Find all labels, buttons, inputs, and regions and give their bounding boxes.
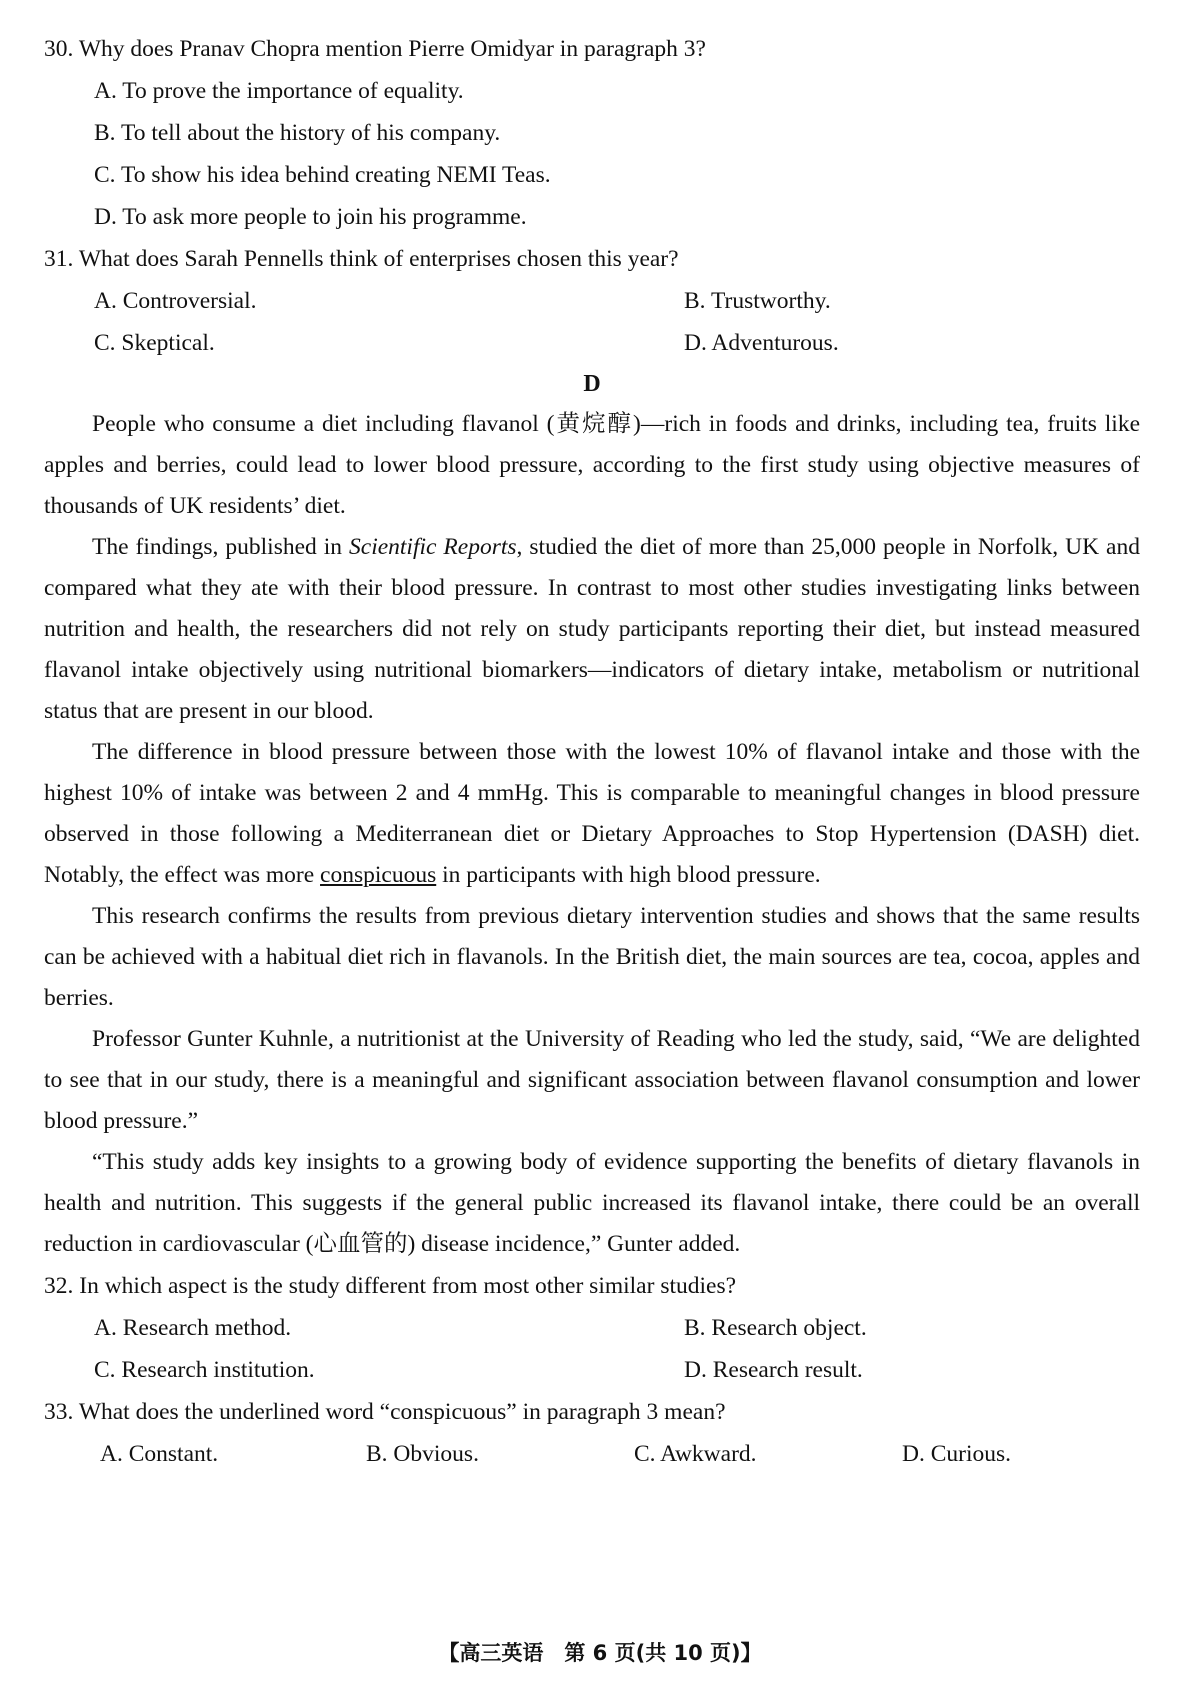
paragraph-5: Professor Gunter Kuhnle, a nutritionist at the University of Reading who led the study, said, “We are delighted to see that in our study, there is a meaningful and significant association between flavanol consumption and lower blood pressure.”: [44, 1026, 1140, 1134]
question-33: [44, 1391, 1140, 1475]
option-row: [44, 1307, 1140, 1349]
option-a: A. Constant.: [100, 1441, 219, 1467]
paragraph-text: The findings, published in: [92, 534, 350, 560]
option-b: B. Research object.: [684, 1315, 867, 1341]
option-row: [44, 322, 1140, 364]
question-31: [44, 238, 1140, 364]
option-c: C. Awkward.: [634, 1441, 757, 1467]
option-row: [44, 1349, 1140, 1391]
question-stem: 32. In which aspect is the study different from most other similar studies?: [44, 1273, 737, 1299]
option-b: B. Trustworthy.: [684, 288, 831, 314]
option-d: D. Research result.: [684, 1357, 863, 1383]
option-b: B. To tell about the history of his company.: [94, 120, 501, 146]
question-30: [44, 28, 1140, 238]
paragraph-1: People who consume a diet including flavanol (黄烷醇)—rich in foods and drinks, including tea, fruits like apples and berries, could lead to lower blood pressure, according to the first study using objective measures of thousands of UK residents’ diet.: [44, 411, 1140, 519]
option-c: C. To show his idea behind creating NEMI Teas.: [94, 162, 551, 188]
paragraph-text: , studied the diet of more than 25,000 people in Norfolk, UK and compared what they ate with their blood pressure. In contrast to most other studies investigating links between nutrition and health, the researchers did not rely on study participants reporting their diet, but instead measured flavanol intake objectively using nutritional biomarkers—indicators of dietary intake, metabolism or nutritional status that are present in our blood.: [44, 534, 1140, 724]
page-footer: 【高三英语 第 6 页(共 10 页)】: [438, 1641, 762, 1665]
question-stem: 31. What does Sarah Pennells think of enterprises chosen this year?: [44, 246, 679, 272]
reading-passage: [44, 404, 1140, 1265]
paragraph-4: This research confirms the results from previous dietary intervention studies and shows that the same results can be achieved with a habitual diet rich in flavanols. In the British diet, the main sources are tea, cocoa, apples and berries.: [44, 903, 1140, 1011]
question-stem: 33. What does the underlined word “conspicuous” in paragraph 3 mean?: [44, 1399, 726, 1425]
option-row: [44, 1433, 1140, 1475]
journal-name: Scientific Reports: [349, 534, 517, 560]
option-b: B. Obvious.: [366, 1441, 479, 1467]
option-c: C. Research institution.: [94, 1357, 315, 1383]
paragraph-text: The difference in blood pressure between those with the lowest 10% of flavanol intake and those with the highest 10% of intake was between 2 and 4 mmHg. This is comparable to meaningful changes in blood pressure observed in those following a Mediterranean diet or Dietary Approaches to Stop Hypertension (DASH) diet. Notably, the effect was more: [44, 739, 1140, 888]
paragraph-6: “This study adds key insights to a growing body of evidence supporting the benefits of dietary flavanols in health and nutrition. This suggests if the general public increased its flavanol intake, there could be an overall reduction in cardiovascular (心血管的) disease incidence,” Gunter added.: [44, 1149, 1140, 1257]
option-c: C. Skeptical.: [94, 330, 215, 356]
paragraph-3: [44, 732, 1140, 896]
question-stem: 30. Why does Pranav Chopra mention Pierre Omidyar in paragraph 3?: [44, 36, 706, 62]
option-row: [44, 280, 1140, 322]
option-a: A. Research method.: [94, 1315, 292, 1341]
underlined-word: conspicuous: [320, 862, 437, 888]
paragraph-2: [44, 527, 1140, 732]
paragraph-text: in participants with high blood pressure.: [436, 862, 821, 888]
option-d: D. To ask more people to join his programme.: [94, 204, 527, 230]
option-d: D. Curious.: [902, 1441, 1012, 1467]
section-title: D: [583, 371, 601, 397]
option-a: A. To prove the importance of equality.: [94, 78, 464, 104]
option-a: A. Controversial.: [94, 288, 257, 314]
option-d: D. Adventurous.: [684, 330, 839, 356]
question-32: [44, 1265, 1140, 1391]
